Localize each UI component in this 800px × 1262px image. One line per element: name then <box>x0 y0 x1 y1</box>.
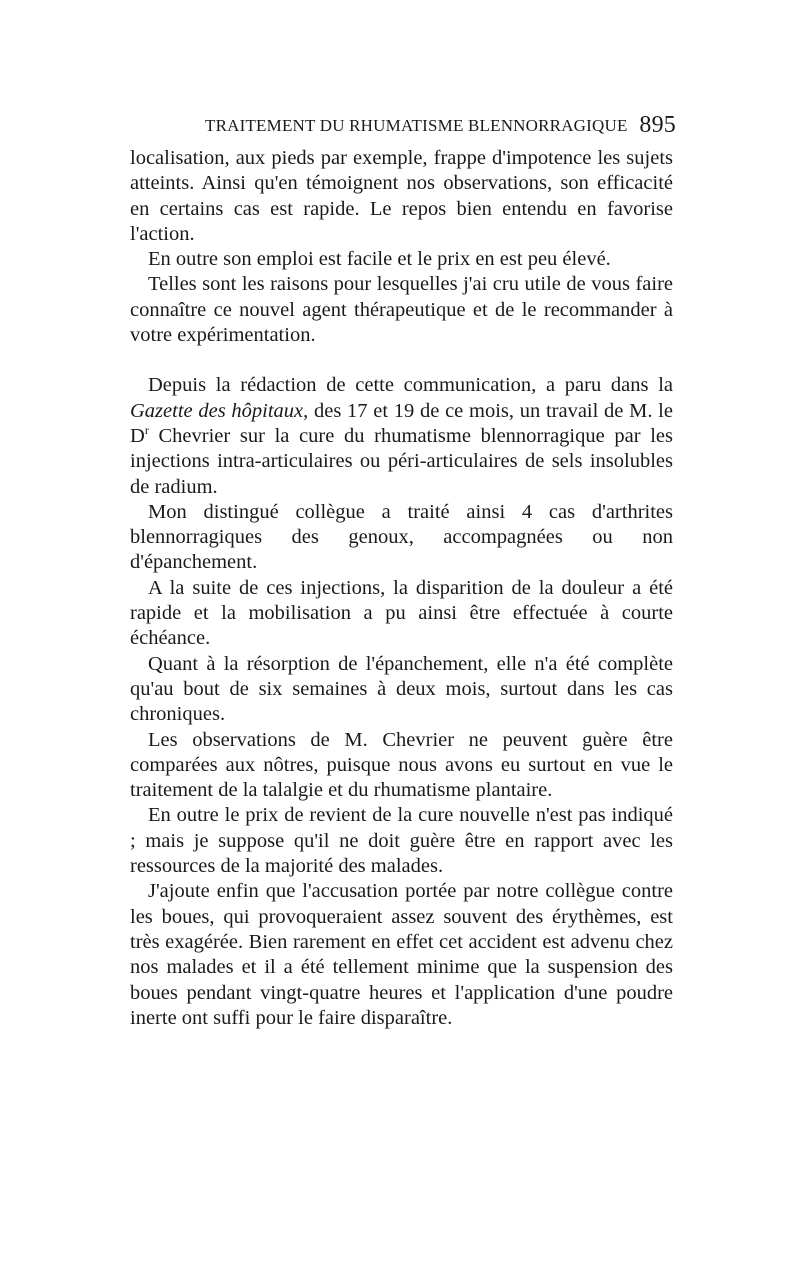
page-number: 895 <box>639 112 676 138</box>
page-header <box>130 112 678 142</box>
paragraph: En outre le prix de revient de la cure nouvelle n'est pas indiqué ; mais je suppose qu'il ne doit guère être en rapport avec les ressources de la majorité des malades. <box>130 804 673 878</box>
paragraph: Les observations de M. Chevrier ne peuvent guère être comparées aux nôtres, puisque nous avons eu surtout en vue le traitement de la talalgie et du rhumatisme plantaire. <box>130 728 673 802</box>
paragraph: A la suite de ces injections, la disparition de la douleur a été rapide et la mobilisation a pu ainsi être effectuée à courte échéance. <box>130 576 673 650</box>
text-span: , des 17 et 19 de ce mois, un travail de M. le D <box>130 399 673 447</box>
paragraph: Quant à la résorption de l'épanchement, elle n'a été complète qu'au bout de six semaines à deux mois, surtout dans les cas chroniques. <box>130 652 673 726</box>
text-span: Depuis la rédaction de cette communication, a paru dans la <box>148 374 673 397</box>
body-text <box>130 146 673 1031</box>
journal-title: Gazette des hôpitaux <box>130 399 304 422</box>
running-title: TRAITEMENT DU RHUMATISME BLENNORRAGIQUE <box>205 116 628 135</box>
text-span: Chevrier sur la cure du rhumatisme blennorragique par les injections intra-articulaires ou péri-articulaires de sels insolubles de radium. <box>130 424 673 498</box>
paragraph: J'ajoute enfin que l'accusation portée par notre collègue contre les boues, qui provoqueraient assez souvent des érythèmes, est très exagérée. Bien rarement en effet cet accident est advenu chez nos malades et il a été tellement minime que la suspension des boues pendant vingt-quatre heures et l'application d'une poudre inerte ont suffi pour le faire disparaître. <box>130 880 673 1029</box>
paragraph-chevrier <box>130 373 673 499</box>
paragraph: En outre son emploi est facile et le prix en est peu élevé. <box>148 248 611 271</box>
superscript: r <box>144 423 149 438</box>
paragraph: Telles sont les raisons pour lesquelles j'ai cru utile de vous faire connaître ce nouvel agent thérapeutique et de le recommander à votre expérimentation. <box>130 273 673 347</box>
paragraph: Mon distingué collègue a traité ainsi 4 cas d'arthrites blennorragiques des genoux, accompagnées ou non d'épanchement. <box>130 500 673 574</box>
paragraph-continuation: localisation, aux pieds par exemple, frappe d'impotence les sujets atteints. Ainsi qu'en témoignent nos observations, son efficacité en certains cas est rapide. Le repos bien entendu en favorise l'action. <box>130 147 673 245</box>
